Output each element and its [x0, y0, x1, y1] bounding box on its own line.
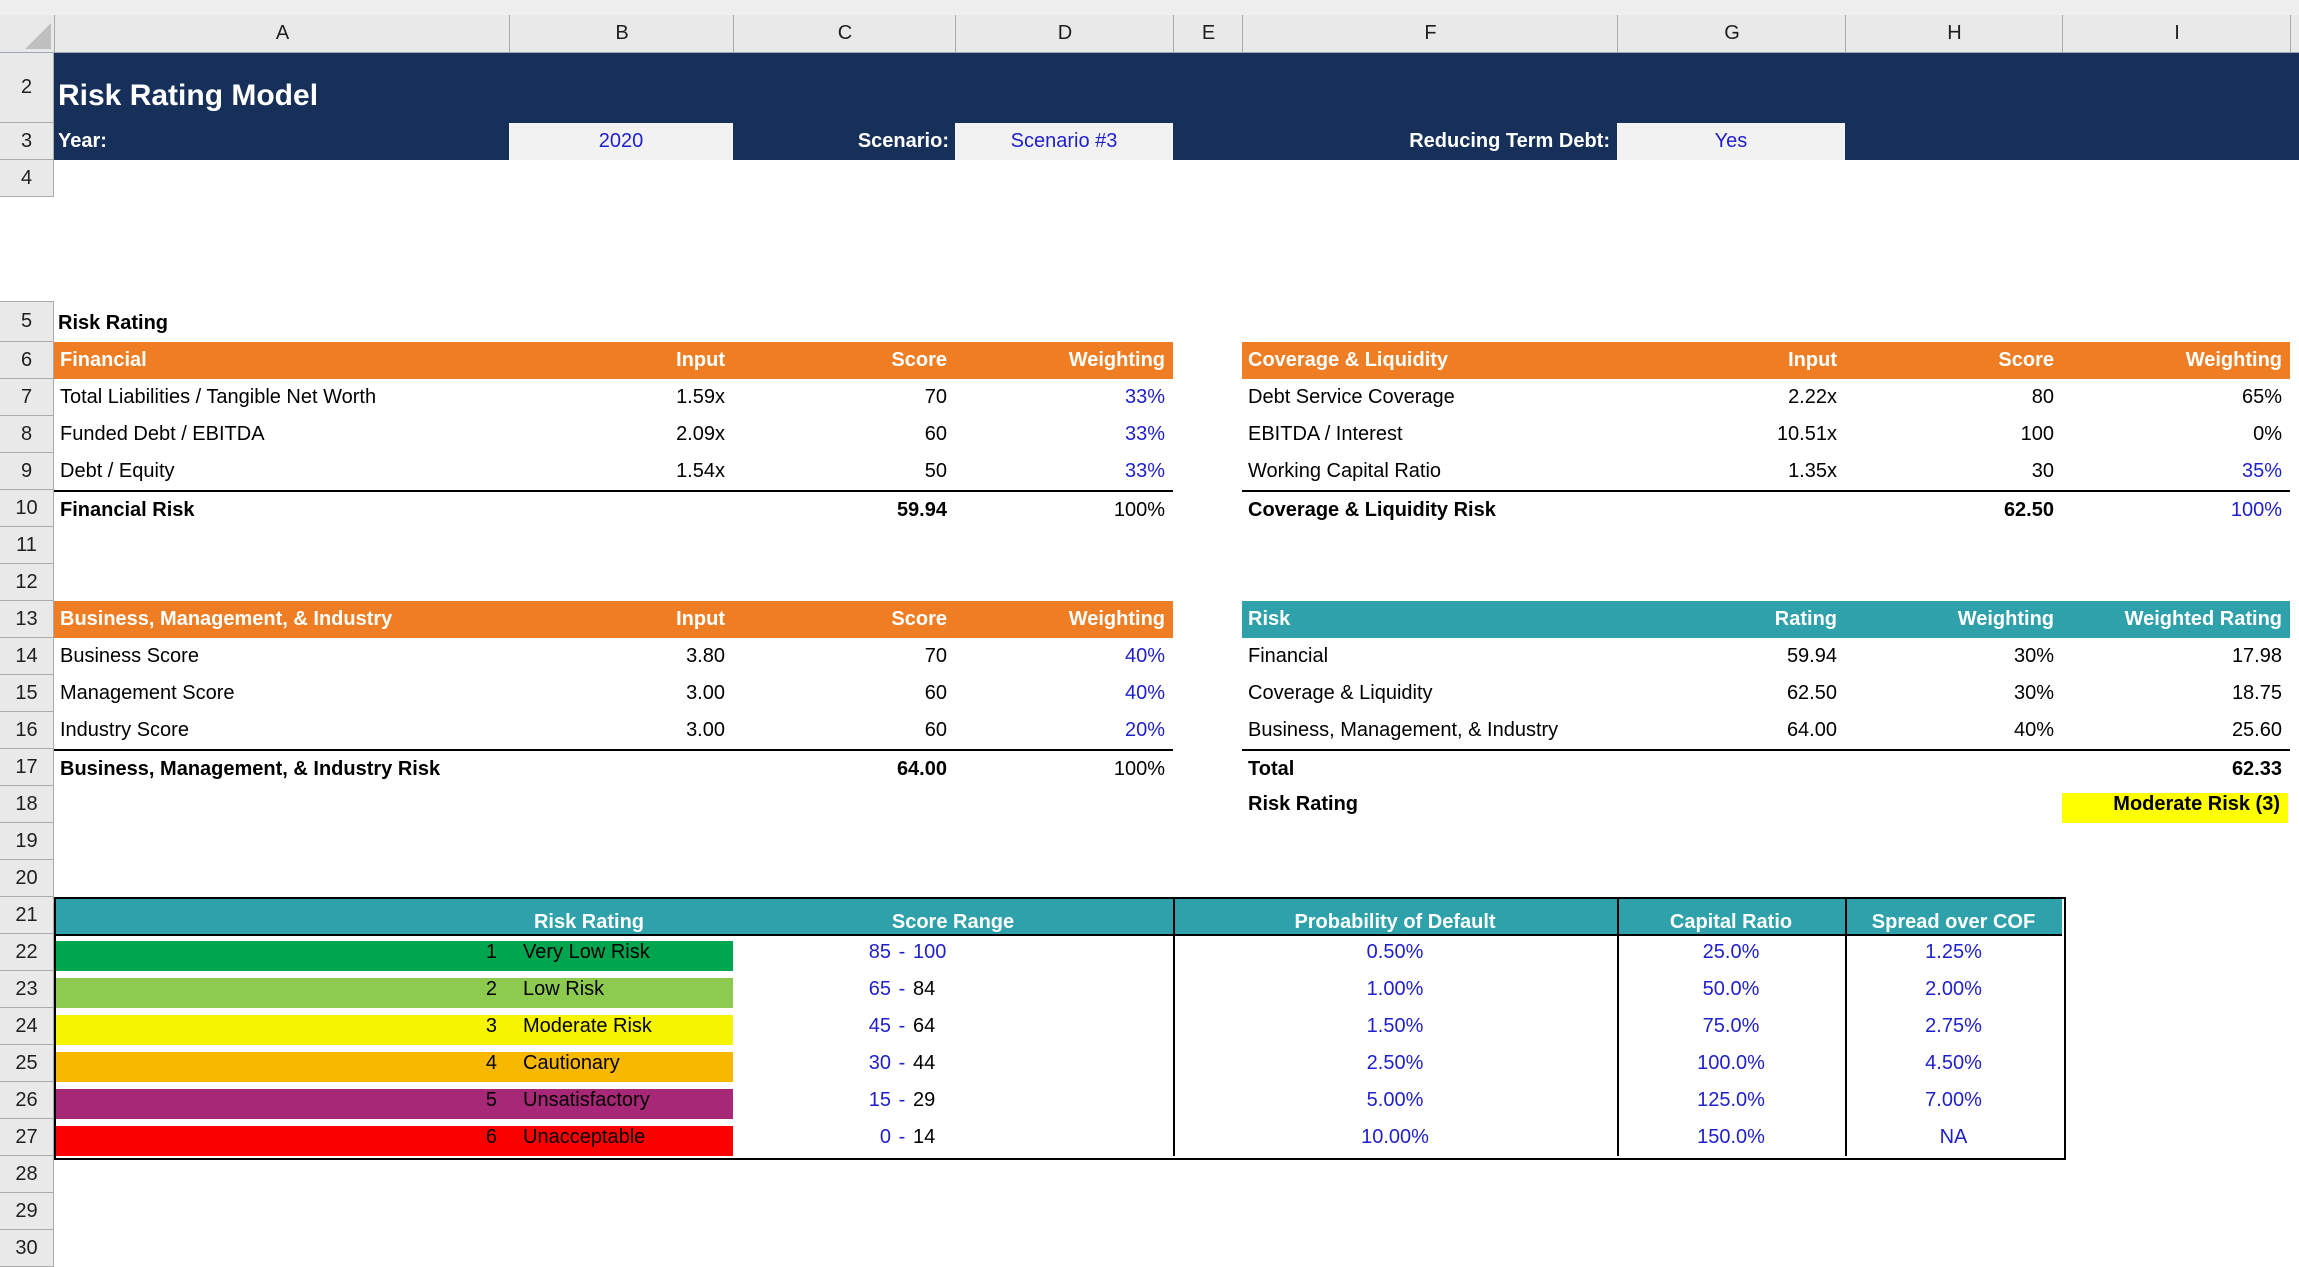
scenario-label: Scenario: — [857, 130, 949, 152]
coverage-col-weighting: Weighting — [2185, 349, 2282, 371]
reducing-term-debt-input[interactable]: Yes — [1617, 123, 1845, 160]
row-header-5[interactable]: 5 — [0, 302, 54, 342]
row-header-20[interactable]: 20 — [0, 860, 54, 897]
risk-summary-col-weighting: Weighting — [1957, 608, 2054, 630]
rating-number: 5 — [485, 1089, 497, 1111]
score-range-cell[interactable] — [733, 1052, 1173, 1082]
row-header-26[interactable]: 26 — [0, 1082, 54, 1119]
col-header-A[interactable]: A — [54, 15, 510, 52]
risk-label: Financial — [1248, 645, 1329, 667]
table-row — [54, 379, 1173, 416]
metric-input: 1.54x — [676, 460, 725, 482]
risk-weighting: 30% — [2013, 682, 2054, 704]
probability-of-default-cell[interactable]: 0.50% — [1366, 941, 1424, 963]
score-range-high: 64 — [913, 1015, 936, 1037]
score-range-dash: - — [898, 1052, 906, 1074]
scale-row-2 — [54, 971, 2062, 1008]
scale-col-risk-rating: Risk Rating — [533, 911, 645, 933]
row-header-12[interactable]: 12 — [0, 564, 54, 601]
row-header-9[interactable]: 9 — [0, 453, 54, 490]
rating-scale-table — [54, 897, 2062, 1156]
rating-band — [54, 1089, 733, 1119]
scale-row-3 — [54, 1008, 2062, 1045]
row-header-10[interactable]: 10 — [0, 490, 54, 527]
spread-over-cof-cell[interactable]: 7.00% — [1925, 1089, 1982, 1111]
metric-weighting[interactable]: 40% — [1124, 682, 1165, 704]
score-range-high: 84 — [913, 978, 936, 1000]
rating-number: 2 — [485, 978, 497, 1000]
metric-weighting[interactable]: 33% — [1124, 423, 1165, 445]
metric-input: 1.35x — [1788, 460, 1837, 482]
capital-ratio-cell[interactable]: 75.0% — [1702, 1015, 1760, 1037]
table-row — [54, 416, 1173, 453]
row-header-2[interactable]: 2 — [0, 53, 54, 123]
reducing-term-debt-label: Reducing Term Debt: — [1409, 130, 1610, 152]
bmi-col-weighting: Weighting — [1068, 608, 1165, 630]
row-header-23[interactable]: 23 — [0, 971, 54, 1008]
score-range-dash: - — [898, 978, 906, 1000]
metric-score: 60 — [924, 423, 947, 445]
select-all-corner[interactable] — [0, 15, 55, 52]
rating-band — [54, 1015, 733, 1045]
row-header-30[interactable]: 30 — [0, 1230, 54, 1267]
scale-row-4 — [54, 1045, 2062, 1082]
rating-number: 1 — [485, 941, 497, 963]
score-range-high: 14 — [913, 1126, 936, 1148]
score-range-cell[interactable] — [733, 978, 1173, 1008]
risk-rating-row — [1242, 786, 2290, 823]
metric-score: 60 — [924, 682, 947, 704]
risk-rating-value: 59.94 — [1786, 645, 1837, 667]
row-header-3[interactable]: 3 — [0, 123, 54, 160]
scale-row-6 — [54, 1119, 2062, 1156]
col-header-sliver — [2290, 15, 2299, 52]
scale-row-1 — [54, 934, 2062, 971]
score-range-dash: - — [898, 1015, 906, 1037]
year-label: Year: — [58, 130, 107, 152]
scale-col-spread-over-cof: Spread over COF — [1871, 911, 2036, 933]
score-range-cell[interactable] — [733, 1126, 1173, 1156]
capital-ratio-cell[interactable]: 125.0% — [1697, 1089, 1765, 1111]
bmi-col-input: Input — [676, 608, 725, 630]
column-header-band — [0, 15, 2299, 53]
risk-weighted-rating: 25.60 — [2231, 719, 2282, 741]
score-range-low: 0 — [879, 1126, 891, 1148]
rating-band — [54, 1126, 733, 1156]
risk-summary-title: Risk — [1248, 608, 1291, 630]
scale-row-5 — [54, 1082, 2062, 1119]
row-header-29[interactable]: 29 — [0, 1193, 54, 1230]
metric-input: 3.00 — [686, 719, 725, 741]
row-header-16[interactable]: 16 — [0, 712, 54, 749]
total-weighting: 100% — [1113, 758, 1165, 780]
rating-band — [54, 978, 733, 1008]
risk-summary-col-rating: Rating — [1774, 608, 1837, 630]
row-header-25[interactable]: 25 — [0, 1045, 54, 1082]
score-range-low: 30 — [868, 1052, 891, 1074]
risk-summary-table — [1242, 601, 2290, 823]
table-row — [54, 453, 1173, 490]
probability-of-default-cell[interactable]: 5.00% — [1366, 1089, 1424, 1111]
col-header-C[interactable]: C — [733, 15, 956, 52]
risk-rating-result-badge: Moderate Risk (3) — [2062, 793, 2288, 823]
score-range-dash: - — [898, 941, 906, 963]
scale-divider — [1617, 897, 1619, 1156]
metric-label: Debt / Equity — [60, 460, 175, 482]
score-range-low: 45 — [868, 1015, 891, 1037]
financial-title: Financial — [60, 349, 147, 371]
row-header-6[interactable]: 6 — [0, 342, 54, 379]
rating-name: Cautionary — [523, 1052, 620, 1074]
rating-number: 6 — [485, 1126, 497, 1148]
total-label: Coverage & Liquidity Risk — [1248, 499, 1496, 521]
col-header-I[interactable]: I — [2062, 15, 2291, 52]
probability-of-default-cell[interactable]: 2.50% — [1366, 1052, 1424, 1074]
rating-number: 4 — [485, 1052, 497, 1074]
score-range-low: 65 — [868, 978, 891, 1000]
title-banner — [54, 53, 2299, 160]
row-header-13[interactable]: 13 — [0, 601, 54, 638]
row-header-18[interactable]: 18 — [0, 786, 54, 823]
table-row — [1242, 379, 2290, 416]
row-header-22[interactable]: 22 — [0, 934, 54, 971]
total-label: Financial Risk — [60, 499, 195, 521]
metric-score: 60 — [924, 719, 947, 741]
metric-weighting[interactable]: 20% — [1124, 719, 1165, 741]
window-top-strip — [0, 0, 2299, 15]
metric-input: 3.80 — [686, 645, 725, 667]
coverage-total-row — [1242, 490, 2290, 529]
bmi-title: Business, Management, & Industry — [60, 608, 393, 630]
probability-of-default-cell[interactable]: 1.50% — [1366, 1015, 1424, 1037]
metric-label: Funded Debt / EBITDA — [60, 423, 265, 445]
metric-input: 10.51x — [1776, 423, 1837, 445]
financial-table — [54, 342, 1173, 527]
risk-label: Business, Management, & Industry — [1248, 719, 1559, 741]
risk-rating-value: 64.00 — [1786, 719, 1837, 741]
row-header-17[interactable]: 17 — [0, 749, 54, 786]
coverage-table — [1242, 342, 2290, 527]
score-range-dash: - — [898, 1089, 906, 1111]
score-range-low: 15 — [868, 1089, 891, 1111]
bmi-total-row — [54, 749, 1173, 788]
row-header-14[interactable]: 14 — [0, 638, 54, 675]
table-row — [54, 638, 1173, 675]
coverage-title: Coverage & Liquidity — [1248, 349, 1449, 371]
metric-score: 30 — [2031, 460, 2054, 482]
section-title: Risk Rating — [58, 312, 169, 334]
risk-weighted-rating: 17.98 — [2231, 645, 2282, 667]
metric-score: 50 — [924, 460, 947, 482]
scale-col-probability-of-default: Probability of Default — [1294, 911, 1496, 933]
metric-weighting[interactable]: 33% — [1124, 386, 1165, 408]
metric-score: 80 — [2031, 386, 2054, 408]
metric-label: Industry Score — [60, 719, 189, 741]
bmi-col-score: Score — [891, 608, 947, 630]
total-score: 59.94 — [896, 499, 947, 521]
row-header-11[interactable]: 11 — [0, 527, 54, 564]
col-header-E[interactable]: E — [1173, 15, 1243, 52]
probability-of-default-cell[interactable]: 10.00% — [1361, 1126, 1429, 1148]
score-range-dash: - — [898, 1126, 906, 1148]
scale-col-capital-ratio: Capital Ratio — [1669, 911, 1793, 933]
col-header-F[interactable]: F — [1242, 15, 1618, 52]
bmi-header-row — [54, 601, 1173, 638]
risk-summary-header-row — [1242, 601, 2290, 638]
table-row — [1242, 453, 2290, 490]
row-header-8[interactable]: 8 — [0, 416, 54, 453]
financial-col-score: Score — [891, 349, 947, 371]
col-header-H[interactable]: H — [1845, 15, 2063, 52]
rating-scale-header-row — [54, 897, 2062, 936]
table-row — [1242, 416, 2290, 453]
table-row — [54, 675, 1173, 712]
metric-score: 70 — [924, 645, 947, 667]
metric-label: Management Score — [60, 682, 235, 704]
rating-name: Unacceptable — [523, 1126, 646, 1148]
spread-over-cof-cell[interactable]: 4.50% — [1925, 1052, 1982, 1074]
col-header-G[interactable]: G — [1617, 15, 1846, 52]
risk-rating-value: 62.50 — [1786, 682, 1837, 704]
metric-weighting[interactable]: 0% — [2253, 423, 2282, 445]
table-row — [1242, 638, 2290, 675]
score-range-high: 44 — [913, 1052, 936, 1074]
rating-band — [54, 1052, 733, 1082]
capital-ratio-cell[interactable]: 50.0% — [1702, 978, 1760, 1000]
bmi-table — [54, 601, 1173, 786]
rating-name: Moderate Risk — [523, 1015, 652, 1037]
coverage-col-score: Score — [1998, 349, 2054, 371]
total-weighted-rating: 62.33 — [2231, 758, 2282, 780]
metric-label: Debt Service Coverage — [1248, 386, 1455, 408]
financial-header-row — [54, 342, 1173, 379]
col-header-D[interactable]: D — [955, 15, 1174, 52]
score-range-cell[interactable] — [733, 941, 1173, 971]
rating-name: Very Low Risk — [523, 941, 650, 963]
metric-weighting[interactable]: 35% — [2241, 460, 2282, 482]
metric-weighting[interactable]: 33% — [1124, 460, 1165, 482]
spread-over-cof-cell[interactable]: NA — [1939, 1126, 1968, 1148]
metric-input: 2.22x — [1788, 386, 1837, 408]
risk-weighted-rating: 18.75 — [2231, 682, 2282, 704]
row-header-19[interactable]: 19 — [0, 823, 54, 860]
total-score: 62.50 — [2003, 499, 2054, 521]
score-range-high: 100 — [913, 941, 947, 963]
table-row — [54, 712, 1173, 749]
table-row — [1242, 675, 2290, 712]
capital-ratio-cell[interactable]: 150.0% — [1697, 1126, 1765, 1148]
spread-over-cof-cell[interactable]: 2.00% — [1925, 978, 1982, 1000]
total-label: Business, Management, & Industry Risk — [60, 758, 441, 780]
rating-number: 3 — [485, 1015, 497, 1037]
row-header-28[interactable]: 28 — [0, 1156, 54, 1193]
total-weighting: 100% — [2230, 499, 2282, 521]
metric-weighting[interactable]: 40% — [1124, 645, 1165, 667]
total-weighting: 100% — [1113, 499, 1165, 521]
spread-over-cof-cell[interactable]: 1.25% — [1925, 941, 1982, 963]
metric-label: Total Liabilities / Tangible Net Worth — [60, 386, 377, 408]
metric-label: Business Score — [60, 645, 199, 667]
metric-input: 3.00 — [686, 682, 725, 704]
spread-over-cof-cell[interactable]: 2.75% — [1925, 1015, 1982, 1037]
metric-input: 1.59x — [676, 386, 725, 408]
metric-label: Working Capital Ratio — [1248, 460, 1442, 482]
risk-summary-col-weighted: Weighted Rating — [2124, 608, 2282, 630]
capital-ratio-cell[interactable]: 25.0% — [1702, 941, 1760, 963]
metric-score: 100 — [2020, 423, 2054, 445]
rating-band — [54, 941, 733, 971]
rating-name: Low Risk — [523, 978, 605, 1000]
year-input[interactable]: 2020 — [509, 123, 733, 160]
risk-summary-total-row — [1242, 749, 2290, 788]
scale-divider — [1845, 897, 1847, 1156]
row-header-27[interactable]: 27 — [0, 1119, 54, 1156]
total-score: 64.00 — [896, 758, 947, 780]
col-header-B[interactable]: B — [509, 15, 734, 52]
financial-total-row — [54, 490, 1173, 529]
row-header-4[interactable]: 4 — [0, 160, 54, 197]
score-range-low: 85 — [868, 941, 891, 963]
score-range-high: 29 — [913, 1089, 936, 1111]
row-header-gap — [0, 197, 54, 302]
metric-weighting[interactable]: 65% — [2241, 386, 2282, 408]
risk-weighting: 40% — [2013, 719, 2054, 741]
financial-col-input: Input — [676, 349, 725, 371]
coverage-col-input: Input — [1788, 349, 1837, 371]
risk-label: Coverage & Liquidity — [1248, 682, 1433, 704]
row-header-21[interactable]: 21 — [0, 897, 54, 934]
financial-col-weighting: Weighting — [1068, 349, 1165, 371]
page-title: Risk Rating Model — [58, 79, 319, 112]
row-header-24[interactable]: 24 — [0, 1008, 54, 1045]
select-all-triangle-icon — [25, 23, 51, 49]
metric-score: 70 — [924, 386, 947, 408]
coverage-header-row — [1242, 342, 2290, 379]
metric-input: 2.09x — [676, 423, 725, 445]
capital-ratio-cell[interactable]: 100.0% — [1697, 1052, 1765, 1074]
probability-of-default-cell[interactable]: 1.00% — [1366, 978, 1424, 1000]
score-range-cell[interactable] — [733, 1089, 1173, 1119]
risk-weighting: 30% — [2013, 645, 2054, 667]
scale-divider — [1173, 897, 1175, 1156]
risk-rating-label: Risk Rating — [1248, 793, 1359, 815]
table-row — [1242, 712, 2290, 749]
scale-col-score-range: Score Range — [891, 911, 1015, 933]
row-header-15[interactable]: 15 — [0, 675, 54, 712]
metric-label: EBITDA / Interest — [1248, 423, 1403, 445]
row-header-7[interactable]: 7 — [0, 379, 54, 416]
scenario-input[interactable]: Scenario #3 — [955, 123, 1173, 160]
total-label: Total — [1248, 758, 1295, 780]
score-range-cell[interactable] — [733, 1015, 1173, 1045]
rating-name: Unsatisfactory — [523, 1089, 650, 1111]
